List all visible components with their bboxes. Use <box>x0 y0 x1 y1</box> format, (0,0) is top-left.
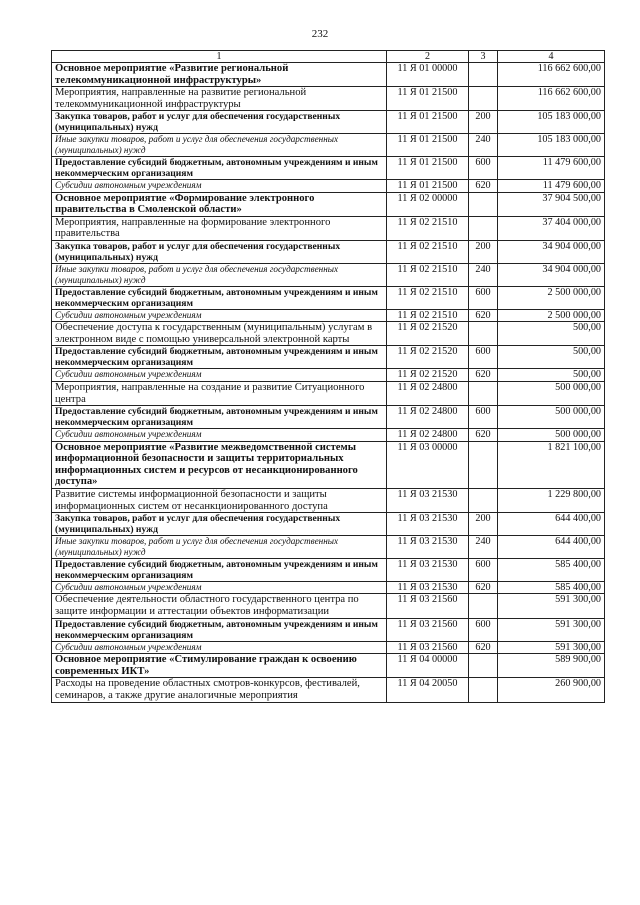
row-expense-type: 200 <box>469 513 498 536</box>
table-row <box>52 346 605 369</box>
row-amount: 37 404 000,00 <box>498 216 605 240</box>
row-expense-type: 600 <box>469 346 498 369</box>
table-row <box>52 179 605 192</box>
table-row <box>52 322 605 346</box>
row-description: Субсидии автономным учреждениям <box>52 429 387 442</box>
row-description: Иные закупки товаров, работ и услуг для обеспечения государственных (муниципальных) нужд <box>52 134 387 157</box>
table-row <box>52 63 605 87</box>
row-description: Основное мероприятие «Формирование электронного правительства в Смоленской области» <box>52 192 387 216</box>
row-expense-type: 620 <box>469 641 498 654</box>
table-row <box>52 654 605 678</box>
table-row <box>52 263 605 286</box>
row-target-code: 11 Я 01 21500 <box>387 179 469 192</box>
row-amount: 116 662 600,00 <box>498 63 605 87</box>
row-expense-type: 240 <box>469 263 498 286</box>
row-target-code: 11 Я 02 21520 <box>387 369 469 382</box>
row-description: Субсидии автономным учреждениям <box>52 179 387 192</box>
row-description: Субсидии автономным учреждениям <box>52 309 387 322</box>
row-amount: 591 300,00 <box>498 618 605 641</box>
row-target-code: 11 Я 03 21530 <box>387 558 469 581</box>
row-expense-type: 200 <box>469 111 498 134</box>
row-expense-type: 600 <box>469 558 498 581</box>
row-target-code: 11 Я 02 24800 <box>387 381 469 405</box>
row-target-code: 11 Я 03 00000 <box>387 441 469 488</box>
row-target-code: 11 Я 01 00000 <box>387 63 469 87</box>
row-target-code: 11 Я 02 24800 <box>387 406 469 429</box>
row-amount: 500,00 <box>498 369 605 382</box>
row-description: Мероприятия, направленные на создание и развитие Ситуационного центра <box>52 381 387 405</box>
row-target-code: 11 Я 01 21500 <box>387 87 469 111</box>
row-target-code: 11 Я 02 21520 <box>387 346 469 369</box>
row-description: Предоставление субсидий бюджетным, автономным учреждениям и иным некоммерческим организациям <box>52 156 387 179</box>
row-description: Закупка товаров, работ и услуг для обеспечения государственных (муниципальных) нужд <box>52 240 387 263</box>
row-expense-type: 200 <box>469 240 498 263</box>
row-amount: 34 904 000,00 <box>498 240 605 263</box>
row-description: Мероприятия, направленные на формирование электронного правительства <box>52 216 387 240</box>
header-amount-column: 4 <box>498 51 605 63</box>
row-target-code: 11 Я 02 00000 <box>387 192 469 216</box>
row-description: Развитие системы информационной безопасности и защиты информационных систем от несанкционированного доступа <box>52 489 387 513</box>
row-expense-type: 620 <box>469 309 498 322</box>
row-amount: 2 500 000,00 <box>498 309 605 322</box>
table-row <box>52 111 605 134</box>
row-expense-type: 600 <box>469 286 498 309</box>
row-target-code: 11 Я 01 21500 <box>387 134 469 157</box>
row-description: Закупка товаров, работ и услуг для обеспечения государственных (муниципальных) нужд <box>52 111 387 134</box>
budget-table <box>51 50 605 703</box>
row-target-code: 11 Я 03 21530 <box>387 489 469 513</box>
row-target-code: 11 Я 04 20050 <box>387 678 469 702</box>
row-description: Закупка товаров, работ и услуг для обеспечения государственных (муниципальных) нужд <box>52 513 387 536</box>
row-target-code: 11 Я 02 21510 <box>387 286 469 309</box>
row-amount: 260 900,00 <box>498 678 605 702</box>
row-description: Обеспечение доступа к государственным (муниципальным) услугам в электронном виде с помощью универсальной электронной карты <box>52 322 387 346</box>
row-expense-type <box>469 322 498 346</box>
row-description: Предоставление субсидий бюджетным, автономным учреждениям и иным некоммерческим организациям <box>52 558 387 581</box>
row-expense-type <box>469 192 498 216</box>
row-target-code: 11 Я 02 21510 <box>387 263 469 286</box>
row-target-code: 11 Я 02 21520 <box>387 322 469 346</box>
row-target-code: 11 Я 01 21500 <box>387 111 469 134</box>
table-row <box>52 581 605 594</box>
table-row <box>52 513 605 536</box>
row-expense-type <box>469 654 498 678</box>
row-expense-type <box>469 63 498 87</box>
row-description: Предоставление субсидий бюджетным, автономным учреждениям и иным некоммерческим организациям <box>52 346 387 369</box>
table-row <box>52 536 605 559</box>
table-row <box>52 87 605 111</box>
table-row <box>52 240 605 263</box>
row-target-code: 11 Я 02 21510 <box>387 309 469 322</box>
row-expense-type: 240 <box>469 134 498 157</box>
row-amount: 589 900,00 <box>498 654 605 678</box>
table-row <box>52 558 605 581</box>
row-amount: 644 400,00 <box>498 536 605 559</box>
table-row <box>52 156 605 179</box>
table-row <box>52 618 605 641</box>
row-expense-type <box>469 594 498 618</box>
row-expense-type: 600 <box>469 156 498 179</box>
table-row <box>52 406 605 429</box>
row-expense-type <box>469 441 498 488</box>
row-expense-type: 620 <box>469 369 498 382</box>
table-row <box>52 192 605 216</box>
row-description: Основное мероприятие «Развитие региональной телекоммуникационной инфраструктуры» <box>52 63 387 87</box>
table-row <box>52 641 605 654</box>
row-target-code: 11 Я 04 00000 <box>387 654 469 678</box>
row-expense-type <box>469 678 498 702</box>
row-expense-type <box>469 489 498 513</box>
row-expense-type <box>469 216 498 240</box>
row-description: Иные закупки товаров, работ и услуг для обеспечения государственных (муниципальных) нужд <box>52 263 387 286</box>
table-row <box>52 369 605 382</box>
table-row <box>52 216 605 240</box>
row-expense-type <box>469 87 498 111</box>
row-target-code: 11 Я 02 24800 <box>387 429 469 442</box>
table-row <box>52 309 605 322</box>
table-row <box>52 678 605 702</box>
row-description: Обеспечение деятельности областного государственного центра по защите информации и аттестации объектов информатизации <box>52 594 387 618</box>
row-description: Мероприятия, направленные на развитие региональной телекоммуникационной инфраструктуры <box>52 87 387 111</box>
row-amount: 500 000,00 <box>498 406 605 429</box>
row-amount: 11 479 600,00 <box>498 179 605 192</box>
header-expense-type-column: 3 <box>469 51 498 63</box>
row-expense-type <box>469 381 498 405</box>
header-description-column: 1 <box>52 51 387 63</box>
row-amount: 105 183 000,00 <box>498 134 605 157</box>
row-expense-type: 620 <box>469 179 498 192</box>
row-amount: 11 479 600,00 <box>498 156 605 179</box>
row-amount: 1 821 100,00 <box>498 441 605 488</box>
row-target-code: 11 Я 03 21530 <box>387 513 469 536</box>
row-amount: 2 500 000,00 <box>498 286 605 309</box>
table-row <box>52 489 605 513</box>
table-row <box>52 429 605 442</box>
row-description: Предоставление субсидий бюджетным, автономным учреждениям и иным некоммерческим организациям <box>52 406 387 429</box>
row-description: Субсидии автономным учреждениям <box>52 641 387 654</box>
row-amount: 500 000,00 <box>498 381 605 405</box>
row-amount: 37 904 500,00 <box>498 192 605 216</box>
row-amount: 1 229 800,00 <box>498 489 605 513</box>
row-amount: 591 300,00 <box>498 594 605 618</box>
row-expense-type: 600 <box>469 618 498 641</box>
row-expense-type: 620 <box>469 581 498 594</box>
page-number: 232 <box>311 28 329 40</box>
table-row <box>52 134 605 157</box>
table-row <box>52 441 605 488</box>
row-expense-type: 600 <box>469 406 498 429</box>
row-expense-type: 620 <box>469 429 498 442</box>
row-description: Предоставление субсидий бюджетным, автономным учреждениям и иным некоммерческим организациям <box>52 618 387 641</box>
row-amount: 585 400,00 <box>498 581 605 594</box>
row-amount: 500,00 <box>498 322 605 346</box>
row-description: Основное мероприятие «Развитие межведомственной системы информационной безопасности и защиты территориальных информационных систем и ресурсов от несанкционированного доступа» <box>52 441 387 488</box>
row-description: Субсидии автономным учреждениям <box>52 581 387 594</box>
row-amount: 500,00 <box>498 346 605 369</box>
row-description: Субсидии автономным учреждениям <box>52 369 387 382</box>
row-target-code: 11 Я 01 21500 <box>387 156 469 179</box>
row-target-code: 11 Я 03 21560 <box>387 641 469 654</box>
row-description: Иные закупки товаров, работ и услуг для обеспечения государственных (муниципальных) нужд <box>52 536 387 559</box>
row-amount: 644 400,00 <box>498 513 605 536</box>
table-row <box>52 594 605 618</box>
row-description: Основное мероприятие «Стимулирование граждан к освоению современных ИКТ» <box>52 654 387 678</box>
row-target-code: 11 Я 03 21560 <box>387 594 469 618</box>
row-amount: 585 400,00 <box>498 558 605 581</box>
row-target-code: 11 Я 03 21530 <box>387 581 469 594</box>
row-target-code: 11 Я 02 21510 <box>387 216 469 240</box>
row-target-code: 11 Я 03 21530 <box>387 536 469 559</box>
row-amount: 116 662 600,00 <box>498 87 605 111</box>
header-code-column: 2 <box>387 51 469 63</box>
row-description: Предоставление субсидий бюджетным, автономным учреждениям и иным некоммерческим организациям <box>52 286 387 309</box>
table-row <box>52 381 605 405</box>
header-row <box>52 51 605 63</box>
table-row <box>52 286 605 309</box>
row-amount: 34 904 000,00 <box>498 263 605 286</box>
row-target-code: 11 Я 02 21510 <box>387 240 469 263</box>
row-target-code: 11 Я 03 21560 <box>387 618 469 641</box>
row-amount: 105 183 000,00 <box>498 111 605 134</box>
row-amount: 500 000,00 <box>498 429 605 442</box>
row-amount: 591 300,00 <box>498 641 605 654</box>
row-expense-type: 240 <box>469 536 498 559</box>
row-description: Расходы на проведение областных смотров-конкурсов, фестивалей, семинаров, а также другие аналогичные мероприятия <box>52 678 387 702</box>
